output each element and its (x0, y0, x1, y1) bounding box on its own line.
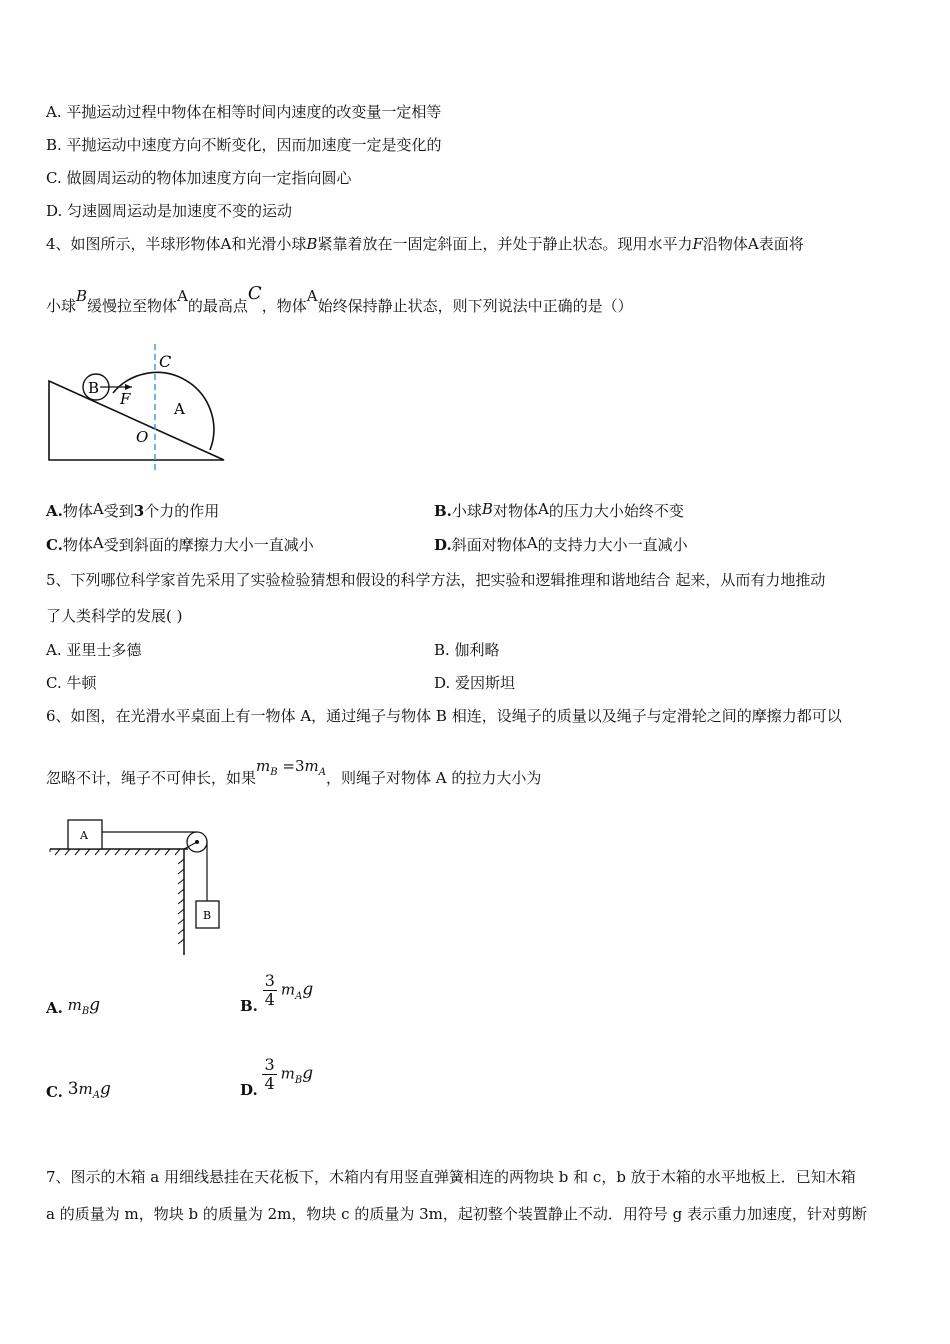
q5-option-c: C. 牛顿 (46, 674, 97, 692)
q4-figure-incline-hemisphere (40, 340, 240, 472)
q4-stem-line2: 小球B缓慢拉至物体A的最高点C，物体A始终保持静止状态，则下列说法中正确的是（） (46, 283, 633, 315)
q4-option-b: B.小球B对物体A的压力大小始终不变 (434, 500, 684, 520)
q6-option-a: A. $m_Bg$ (46, 995, 101, 1017)
q3-option-b: B. 平抛运动中速度方向不断变化，因而加速度一定是变化的 (46, 136, 442, 154)
fraction-three-quarters: $\frac{3}{4}$ (264, 971, 275, 1009)
figure-block-a-label: A (80, 829, 88, 842)
figure-block-b-label: B (203, 909, 212, 922)
q6-option-b: B. $\frac{3}{4}$ $m_Ag$ (240, 971, 314, 1015)
q6-option-d: D. $\frac{3}{4}$ $m_Bg$ (240, 1055, 314, 1099)
q3-option-d: D. 匀速圆周运动是加速度不变的运动 (46, 202, 293, 220)
q7-stem-line2: a 的质量为 m，物块 b 的质量为 2m，物块 c 的质量为 3m，起初整个装置静止不动．用符号 g 表示重力加速度，针对剪断 (46, 1205, 867, 1223)
q4-option-c: C.物体A受到斜面的摩擦力大小一直减小 (46, 534, 314, 554)
q5-stem-line2: 了人类科学的发展( ) (46, 607, 183, 625)
q3-option-a: A. 平抛运动过程中物体在相等时间内速度的改变量一定相等 (46, 103, 442, 121)
q5-option-b: B. 伽利略 (434, 641, 500, 659)
q5-option-d: D. 爱因斯坦 (434, 674, 516, 692)
q6-stem-line1: 6、如图，在光滑水平桌面上有一物体 A，通过绳子与物体 B 相连，设绳子的质量以及绳子与定滑轮之间的摩擦力都可以 (46, 707, 842, 725)
q6-option-c: C. $3m_Ag$ (46, 1079, 111, 1101)
fraction-three-quarters: $\frac{3}{4}$ (264, 1055, 275, 1093)
q4-option-d: D.斜面对物体A的支持力大小一直减小 (434, 534, 688, 554)
q7-stem-line1: 7、图示的木箱 a 用细线悬挂在天花板下，木箱内有用竖直弹簧相连的两物块 b 和 c，b 放于木箱的水平地板上．已知木箱 (46, 1168, 856, 1186)
q4-stem-line1: 4、如图所示，半球形物体A和光滑小球B紧靠着放在一固定斜面上，并处于静止状态。现用水平力F沿物体A表面将 (46, 235, 804, 253)
figure-label-c: C (159, 352, 172, 371)
figure-label-a: A (174, 400, 185, 418)
q6-figure-pulley (46, 815, 226, 960)
figure-label-b: B (88, 379, 100, 397)
q3-option-c: C. 做圆周运动的物体加速度方向一定指向圆心 (46, 169, 352, 187)
q5-stem-line1: 5、下列哪位科学家首先采用了实验检验猜想和假设的科学方法，把实验和逻辑推理和谐地结合 起来，从而有力地推动 (46, 571, 826, 589)
q4-option-a: A.物体A受到3个力的作用 (46, 500, 220, 520)
figure-label-f: F (120, 390, 131, 408)
q6-stem-line2: 忽略不计，绳子不可伸长，如果$m_B =3m_A$，则绳子对物体 A 的拉力大小为 (46, 757, 542, 787)
q5-option-a: A. 亚里士多德 (46, 641, 142, 659)
figure-label-o: O (136, 428, 149, 446)
